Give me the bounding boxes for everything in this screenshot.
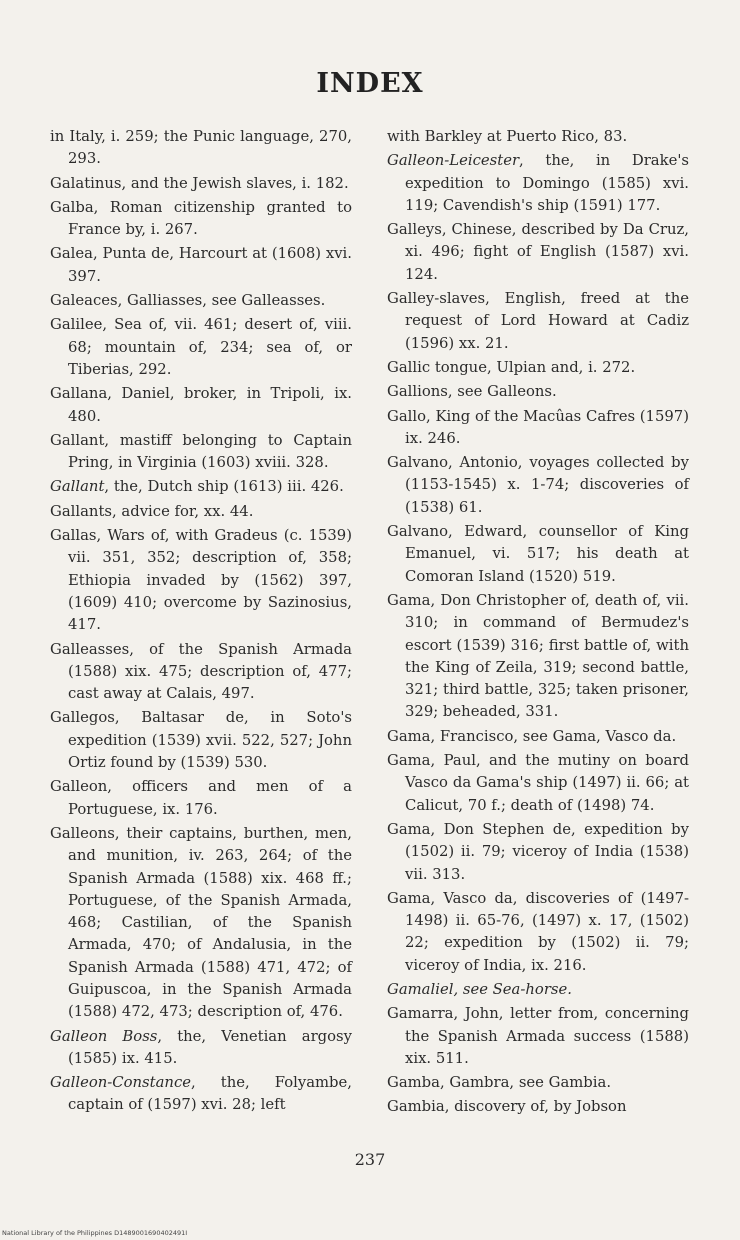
- entry-pre-text: Galvano, Antonio, voyages collected by (1153-1545) x. 1-74; discoveries of (1538) 61.: [387, 454, 689, 516]
- entry-italic-text: Galleon-Leicester: [387, 152, 520, 170]
- entry-post-text: , the, Dutch ship (1613) iii. 426.: [104, 478, 344, 496]
- entry-pre-text: Gama, Don Christopher of, death of, vii. 310; in command of Bermudez's escort (1539) 316; first battle of, with the King of Zeila, 319; second battle, 321; third battle, 325; taken prisoner, 329; beheaded, 331.: [387, 591, 689, 721]
- index-entry: [50, 776, 352, 821]
- entry-pre-text: Gama, Paul, and the mutiny on board Vasco da Gama's ship (1497) ii. 66; at Calicut, 70 f.; death of (1498) 74.: [387, 752, 689, 814]
- entry-pre-text: Galley-slaves, English, freed at the request of Lord Howard at Cadiz (1596) xx. 21.: [387, 290, 689, 352]
- entry-pre-text: Galea, Punta de, Harcourt at (1608) xvi. 397.: [50, 245, 352, 285]
- entry-pre-text: Galleasses, of the Spanish Armada (1588) xix. 475; description of, 477; cast away at Calais, 497.: [50, 640, 352, 703]
- index-entry: [50, 1072, 352, 1117]
- index-entry: [387, 979, 689, 1001]
- entry-italic-text: Galleon Boss: [50, 1027, 158, 1045]
- entry-post-text: , the, in Drake's expedition to Domingo (1585) xvi. 119; Cavendish's ship (1591) 177.: [405, 152, 689, 214]
- entry-pre-text: Galeaces, Galliasses, see Galleasses.: [50, 292, 326, 310]
- index-entry: [50, 243, 352, 288]
- entry-pre-text: Gama, Don Stephen de, expedition by (1502) ii. 79; viceroy of India (1538) vii. 313.: [387, 820, 689, 883]
- entry-post-text: , the, Venetian argosy (1585) ix. 415.: [68, 1027, 352, 1067]
- index-entry: [50, 126, 352, 171]
- entry-pre-text: Gallant, mastiff belonging to Captain Pring, in Virginia (1603) xviii. 328.: [50, 431, 352, 472]
- index-entry: [50, 383, 352, 428]
- entry-pre-text: Galatinus, and the Jewish slaves, i. 182.: [50, 174, 349, 192]
- entry-pre-text: Galleons, their captains, burthen, men, and munition, iv. 263, 264; of the Spanish Armada (1588) xix. 468 ff.; Portuguese, of the Spanish Armada, 468; Castilian, of the Spanish Armada, 470; of Andalusia, in the Spanish Armada (1588) 471, 472; of Guipuscoa, in the Spanish Armada (1588) 472, 473; description of, 476.: [50, 824, 352, 1021]
- index-entry: [387, 1096, 689, 1118]
- index-entry: [387, 1072, 689, 1094]
- entry-pre-text: Gama, Vasco da, discoveries of (1497-1498) ii. 65-76, (1497) x. 17, (1502) 22; expedition by (1502) ii. 79; viceroy of India, ix. 216.: [387, 889, 689, 974]
- index-entry: [387, 357, 689, 379]
- entry-pre-text: Galleys, Chinese, described by Da Cruz, xi. 496; fight of English (1587) xvi. 124.: [387, 221, 689, 283]
- index-entry: [50, 501, 352, 523]
- entry-pre-text: Gallana, Daniel, broker, in Tripoli, ix. 480.: [50, 385, 352, 425]
- entry-pre-text: Gallegos, Baltasar de, in Soto's expedition (1539) xvii. 522, 527; John Ortiz found by (1539) 530.: [50, 709, 352, 772]
- index-entry: [387, 726, 689, 748]
- entry-pre-text: Gamarra, John, letter from, concerning the Spanish Armada success (1588) xix. 511.: [387, 1005, 689, 1067]
- entry-italic-text: Gamaliel, see Sea-horse.: [387, 980, 572, 998]
- index-entry: [387, 819, 689, 886]
- index-entry: [50, 290, 352, 312]
- index-entry: [387, 381, 689, 403]
- index-entry: [387, 452, 689, 519]
- index-entry: [50, 314, 352, 381]
- index-entry: [387, 126, 689, 148]
- right-column: [387, 126, 689, 1121]
- index-entry: [387, 150, 689, 217]
- index-entry: [50, 823, 352, 1024]
- entry-pre-text: with Barkley at Puerto Rico, 83.: [387, 128, 628, 145]
- index-entry: [387, 750, 689, 817]
- left-column: [50, 126, 352, 1119]
- index-entry: [387, 590, 689, 724]
- index-entry: [50, 525, 352, 636]
- index-entry: [387, 219, 689, 286]
- entry-italic-text: Gallant: [50, 478, 105, 496]
- index-entry: [387, 521, 689, 588]
- index-entry: [50, 639, 352, 706]
- entry-pre-text: Galilee, Sea of, vii. 461; desert of, viii. 68; mountain of, 234; sea of, or Tiberias, 292.: [50, 316, 352, 378]
- index-entry: [387, 406, 689, 451]
- index-entry: [50, 197, 352, 242]
- index-entry: [50, 707, 352, 774]
- index-entry: [50, 430, 352, 475]
- index-entry: [50, 476, 352, 498]
- entry-italic-text: Galleon-Constance: [50, 1074, 191, 1092]
- entry-post-text: , the, Folyambe, captain of (1597) xvi. 28; left: [68, 1074, 352, 1114]
- entry-pre-text: Galvano, Edward, counsellor of King Emanuel, vi. 517; his death at Comoran Island (1520) 519.: [387, 523, 689, 585]
- index-entry: [387, 1003, 689, 1070]
- scan-footer: National Library of the Philippines D1489001690402491I: [2, 1229, 188, 1237]
- entry-post-text: in Italy, i. 259; the Punic language, 270, 293.: [50, 128, 352, 168]
- index-entry: [50, 173, 352, 195]
- index-entry: [50, 1026, 352, 1071]
- index-entry: [387, 288, 689, 355]
- entry-pre-text: Gallo, King of the Macûas Cafres (1597) ix. 246.: [387, 407, 689, 447]
- entry-pre-text: Gallas, Wars of, with Gradeus (c. 1539) vii. 351, 352; description of, 358; Ethiopia invaded by (1562) 397, (1609) 410; overcome by Sazinosius, 417.: [50, 527, 352, 634]
- index-entry: [387, 888, 689, 977]
- entry-pre-text: Gamba, Gambra, see Gambia.: [387, 1074, 612, 1092]
- page-title: INDEX: [316, 68, 424, 99]
- entry-pre-text: Gambia, discovery of, by Jobson: [387, 1098, 627, 1116]
- entry-pre-text: Gallants, advice for, xx. 44.: [50, 502, 254, 520]
- page-number: 237: [354, 1150, 386, 1169]
- entry-pre-text: Gallions, see Galleons.: [387, 383, 557, 401]
- entry-pre-text: Gallic tongue, Ulpian and, i. 272.: [387, 358, 636, 376]
- entry-pre-text: Galleon, officers and men of a Portuguese, ix. 176.: [50, 778, 352, 818]
- entry-pre-text: Gama, Francisco, see Gama, Vasco da.: [387, 727, 677, 745]
- entry-pre-text: Galba, Roman citizenship granted to France by, i. 267.: [50, 198, 352, 239]
